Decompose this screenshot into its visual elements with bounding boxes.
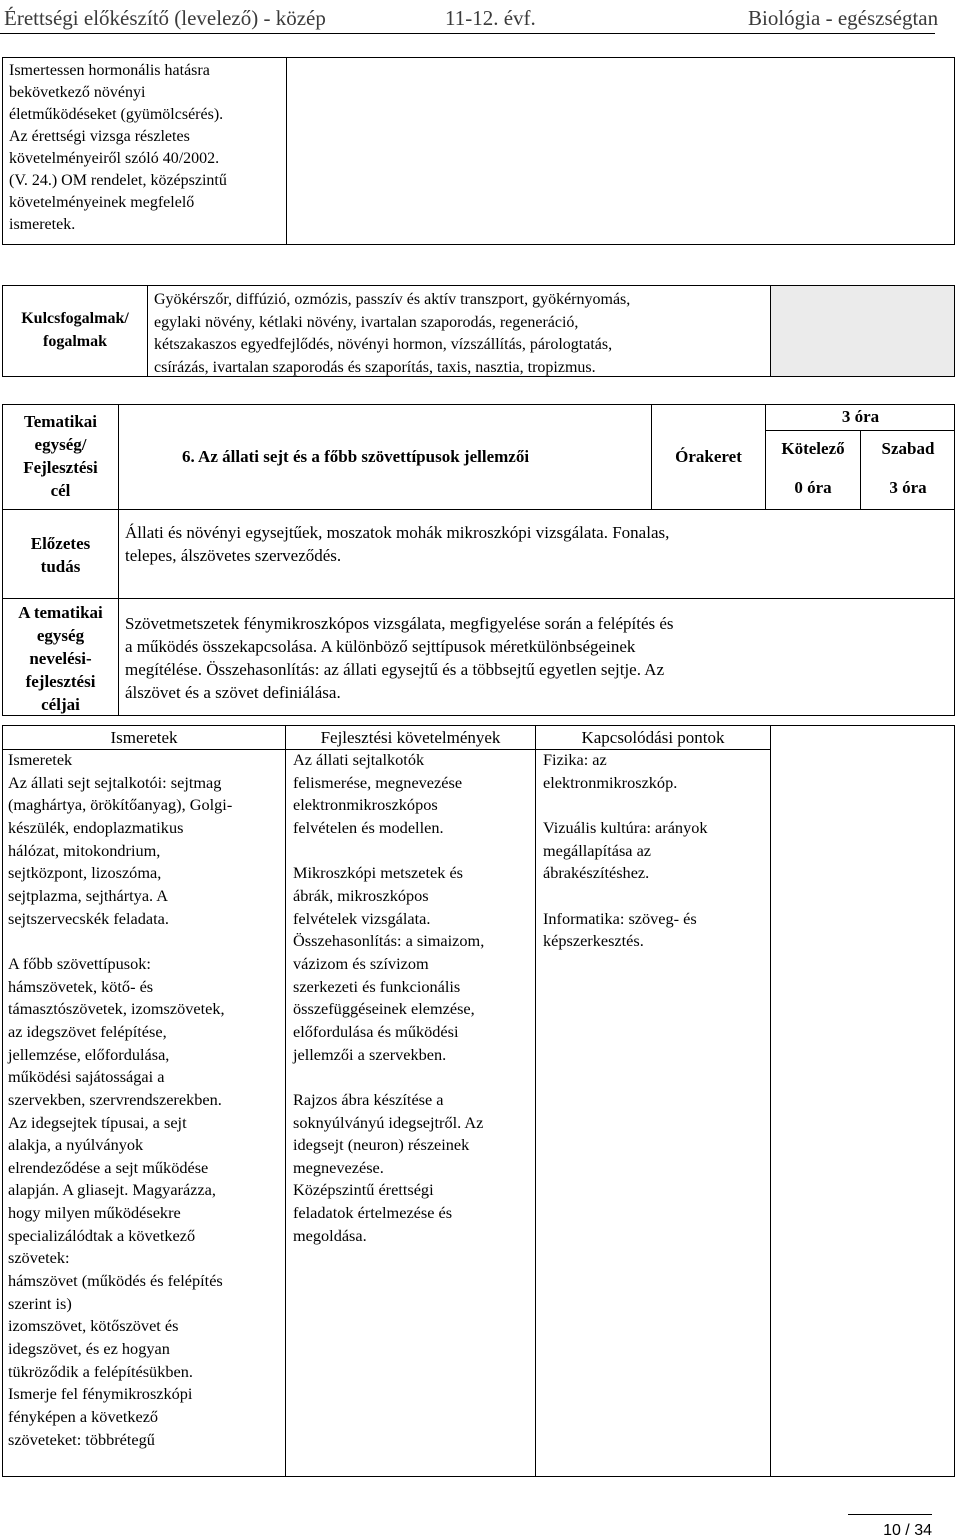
text-line: bekövetkező növényi [9, 84, 146, 101]
text-line: egység/ [34, 435, 87, 454]
hours-total: 3 óra [841, 407, 880, 426]
text-line: megállapítása az [543, 840, 652, 860]
keywords-divider-left [147, 285, 148, 377]
text-line: támasztószövetek, izomszövetek, [8, 999, 225, 1019]
text-line: Az állati sejtalkotók [293, 750, 425, 769]
text-line: jellemzői a szervekben. [293, 1044, 447, 1064]
text-line: Ismertessen hormonális hatásra [9, 62, 210, 79]
text-line: Kulcsfogalmak/ [21, 310, 129, 327]
text-line: hálózat, mitokondrium, [8, 840, 161, 860]
text-line: Mikroszkópi metszetek és [293, 863, 464, 883]
text-line: megítélése. Összehasonlítás: az állati egysejtű és a többsejtű egyetlen sejtje. Az [125, 660, 665, 679]
header-rule [0, 33, 935, 34]
text-line: egylaki növény, kétlaki növény, ivartalan szaporodás, regeneráció, [154, 313, 579, 331]
text-line: Vizuális kultúra: arányok [543, 817, 708, 837]
col-knowledge-text [8, 749, 284, 1451]
text-line: az idegszövet felépítése, [8, 1021, 167, 1041]
text-line: Ismeretek [8, 750, 73, 769]
free-hours: 3 óra [889, 478, 927, 497]
prior-knowledge-label [3, 532, 118, 578]
text-line: sejtközpont, lizoszóma, [8, 863, 162, 883]
unit-title: 6. Az állati sejt és a főbb szövettípusok jellemzői [182, 447, 530, 466]
text-line: izomszövet, kötőszövet és [8, 1316, 179, 1336]
text-line: követelményeinek megfelelő [9, 194, 195, 211]
col-header-knowledge: Ismeretek [110, 728, 178, 747]
text-line: Rajzos ábra készítése a [293, 1089, 444, 1109]
text-line: megoldása. [293, 1225, 367, 1245]
mandatory-label: Kötelező [781, 439, 845, 458]
text-line: elrendeződése a sejt működése [8, 1157, 209, 1177]
top-row-text [9, 60, 284, 236]
text-line: Középszintű érettségi [293, 1180, 434, 1200]
text-line: hámszövetek, kötő- és [8, 976, 154, 996]
prior-knowledge-text [125, 521, 950, 567]
content-divider-2 [535, 725, 536, 1477]
text-line: felvételek vizsgálata. [293, 908, 431, 928]
text-line: szervekben, szervrendszerekben. [8, 1089, 222, 1109]
text-line: egység [36, 626, 85, 645]
text-line: (maghártya, örökítőanyag), Golgi- [8, 795, 233, 815]
text-line: csírázás, ivartalan szaporodás és szaporítás, taxis, nasztia, tropizmus. [154, 358, 596, 376]
text-line: készülék, endoplazmatikus [8, 817, 184, 837]
text-line: ismeretek. [9, 216, 76, 233]
text-line: idegszövet, és ez hogyan [8, 1339, 170, 1359]
text-line: fényképen a következő [8, 1407, 159, 1427]
keywords-label [3, 308, 147, 353]
mandatory-hours: 0 óra [794, 478, 832, 497]
unit-row-sep-2 [2, 598, 955, 599]
unit-row-sep-1 [2, 509, 955, 510]
page-number: 10 / 34 [883, 1522, 932, 1539]
text-line: követelményeiről szóló 40/2002. [9, 150, 220, 167]
header-subject: Biológia - egészségtan [748, 6, 939, 30]
text-line: kétszakaszos egyedfejlődés, növényi hormon, vízszállítás, párologtatás, [154, 336, 613, 353]
text-line: fejlesztési [25, 672, 96, 691]
content-divider-3 [770, 725, 771, 1477]
text-line: Az idegsejtek típusai, a sejt [8, 1112, 187, 1132]
text-line [543, 885, 768, 908]
text-line: tudás [40, 557, 81, 576]
text-line: Állati és növényi egysejtűek, moszatok mohák mikroszkópi vizsgálata. Fonalas, [125, 523, 670, 542]
text-line: Az érettségi vizsga részletes [9, 128, 190, 145]
text-line: összefüggéseinek elemzése, [293, 999, 475, 1019]
text-line: alapján. A gliasejt. Magyarázza, [8, 1180, 216, 1200]
text-line: ábrák, mikroszkópos [293, 885, 429, 905]
text-line: szöveteket: többrétegű [8, 1429, 155, 1449]
text-line: hámszövet (működés és felépítés [8, 1271, 223, 1291]
text-line: A tematikai [18, 603, 103, 622]
text-line: szerint is) [8, 1293, 72, 1313]
text-line: életműködéseket (gyümölcsérés). [9, 106, 224, 123]
text-line: alakja, a nyúlványok [8, 1135, 144, 1155]
text-line [543, 794, 768, 817]
text-line: vázizom és szívizom [293, 953, 429, 973]
text-line: Fejlesztési [23, 458, 98, 477]
text-line: képszerkesztés. [543, 931, 644, 951]
text-line [8, 930, 284, 953]
text-line: specializálódtak a következő [8, 1225, 196, 1245]
text-line: feladatok értelmezése és [293, 1203, 453, 1223]
text-line [293, 840, 533, 863]
unit-hours-sep [765, 430, 955, 431]
text-line: elektronmikroszkópos [293, 795, 438, 815]
text-line: cél [50, 481, 71, 500]
keywords-shaded-cell [771, 286, 954, 376]
unit-label [3, 410, 118, 502]
text-line: (V. 24.) OM rendelet, középszintű [9, 172, 227, 189]
col-header-requirements: Fejlesztési követelmények [320, 728, 501, 747]
text-line: idegsejt (neuron) részeinek [293, 1135, 470, 1155]
goals-label [3, 601, 118, 716]
text-line: sejtszervecskék feladata. [8, 908, 169, 928]
text-line: felismerése, megnevezése [293, 772, 463, 792]
text-line: megnevezése. [293, 1157, 384, 1177]
text-line: álszövet és a szövet definiálása. [125, 683, 341, 702]
text-line: felvételen és modellen. [293, 817, 444, 837]
text-line: Szövetmetszetek fénymikroszkópos vizsgálata, megfigyelése során a felépítés és [125, 614, 674, 633]
text-line: Ismerje fel fénymikroszkópi [8, 1384, 193, 1404]
text-line: Informatika: szöveg- és [543, 908, 697, 928]
text-line: soknyúlványú idegsejtről. Az [293, 1112, 484, 1132]
top-row-divider [286, 57, 287, 245]
text-line: Előzetes [30, 534, 91, 553]
text-line: telepes, álszövetes szerveződés. [125, 546, 342, 565]
text-line: működési sajátosságai a [8, 1067, 165, 1087]
header-course-title: Érettségi előkészítő (levelező) - közép [4, 6, 326, 30]
text-line: Tematikai [23, 412, 98, 431]
text-line: jellemzése, előfordulása, [8, 1044, 170, 1064]
text-line [293, 1066, 533, 1089]
text-line: A főbb szövettípusok: [8, 953, 151, 973]
text-line: elektronmikroszkóp. [543, 772, 678, 792]
unit-divider-label [118, 404, 119, 716]
col-header-connections: Kapcsolódási pontok [581, 728, 725, 747]
text-line: szerkezeti és funkcionális [293, 976, 461, 996]
text-line: ábrakészítéshez. [543, 863, 650, 883]
page-number-rule [848, 1514, 932, 1515]
content-divider-1 [285, 725, 286, 1477]
text-line: Összehasonlítás: a simaizom, [293, 931, 485, 951]
text-line: nevelési- [29, 649, 92, 668]
hours-frame-label: Órakeret [675, 447, 742, 466]
free-label: Szabad [881, 439, 935, 458]
col-connections-text [543, 749, 768, 953]
text-line: Az állati sejt sejtalkotói: sejtmag [8, 772, 222, 792]
text-line: tükröződik a felépítésükben. [8, 1361, 193, 1381]
text-line: előfordulása és működési [293, 1021, 459, 1041]
text-line: céljai [41, 695, 80, 714]
text-line: a működés összekapcsolása. A különböző sejttípusok méretkülönbségeinek [125, 637, 636, 656]
text-line: sejtplazma, sejthártya. A [8, 885, 169, 905]
text-line: fogalmak [43, 332, 107, 350]
text-line: szövetek: [8, 1248, 70, 1268]
page-header [0, 0, 960, 34]
header-grade: 11-12. évf. [445, 6, 536, 30]
text-line: Fizika: az [543, 750, 607, 769]
text-line: Gyökérszőr, diffúzió, ozmózis, passzív és aktív transzport, gyökérnyomás, [154, 291, 631, 308]
goals-text [125, 612, 950, 704]
text-line: hogy milyen működésekre [8, 1203, 181, 1223]
keywords-text [154, 289, 766, 379]
col-requirements-text [293, 749, 533, 1247]
